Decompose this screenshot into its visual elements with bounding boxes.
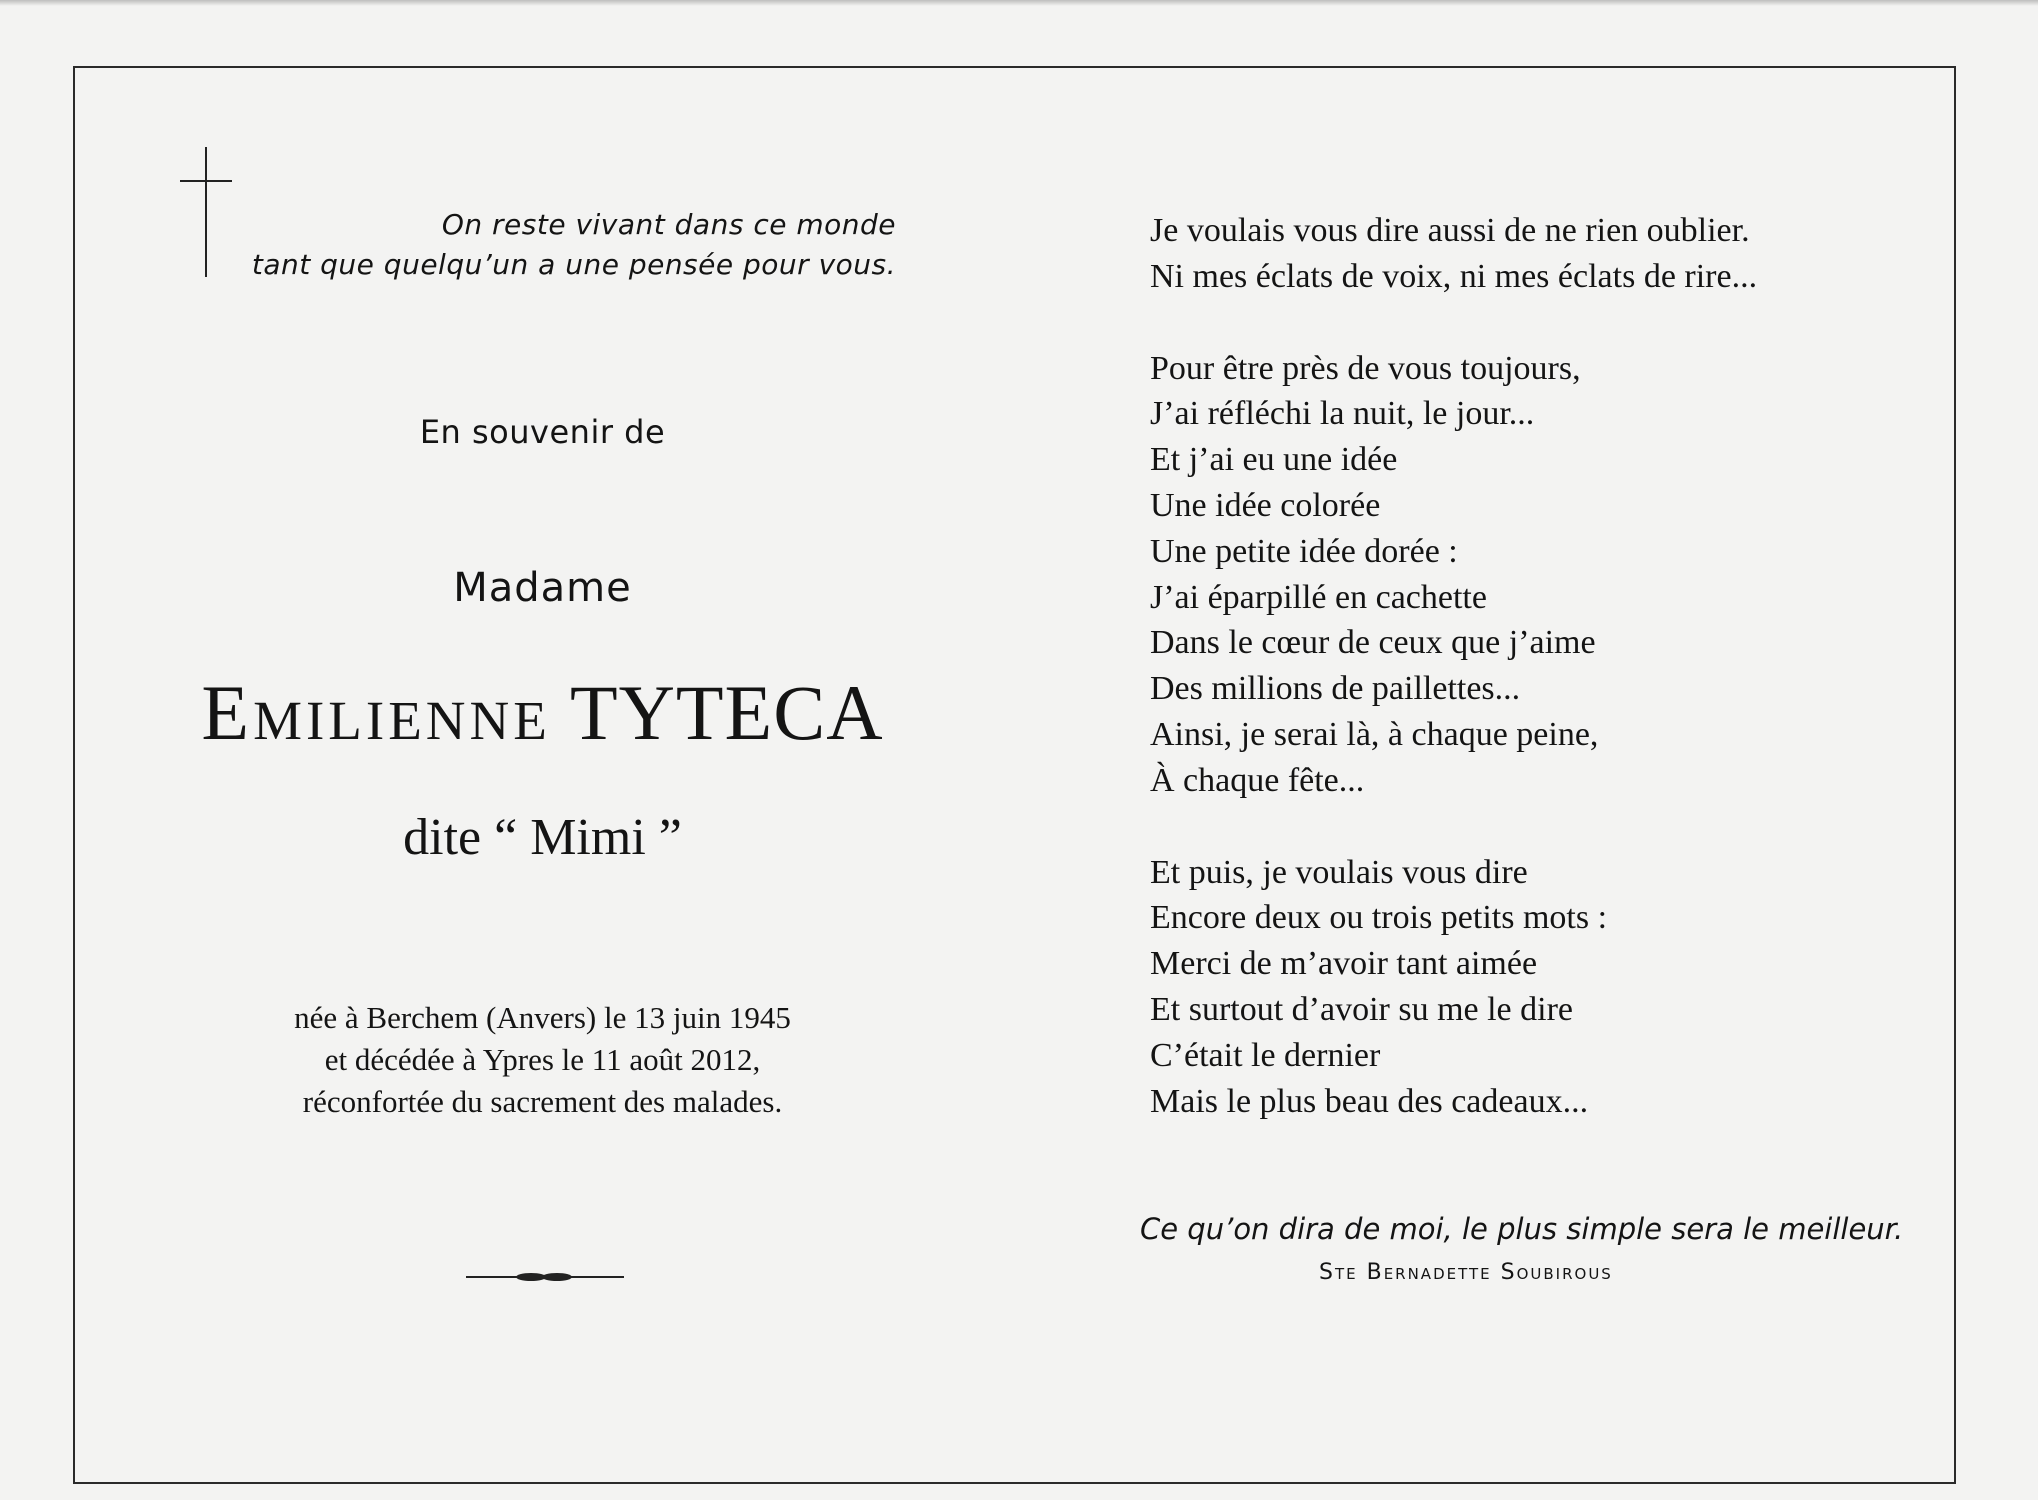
poem-line: Et surtout d’avoir su me le dire — [1150, 990, 1574, 1028]
poem-stanza-3 — [1150, 850, 1757, 1125]
poem-line: Ainsi, je serai là, à chaque peine, — [1150, 715, 1599, 753]
poem — [1150, 208, 1757, 1124]
poem-stanza-2 — [1150, 346, 1757, 804]
poem-line: Ni mes éclats de voix, ni mes éclats de rire... — [1150, 257, 1758, 295]
epigraph-line-2: tant que quelqu’un a une pensée pour vous. — [251, 248, 896, 281]
poem-line: Je voulais vous dire aussi de ne rien oublier. — [1150, 212, 1750, 249]
poem-line: Une idée colorée — [1150, 486, 1381, 524]
death-line: et décédée à Ypres le 11 août 2012, — [324, 1042, 761, 1077]
biography — [130, 997, 955, 1123]
poem-line: C’était le dernier — [1150, 1036, 1381, 1074]
poem-line: Des millions de paillettes... — [1150, 670, 1521, 708]
poem-stanza-1 — [1150, 208, 1757, 300]
quote-author: Ste Bernadette Soubirous — [1319, 1260, 1613, 1285]
nickname: dite “ Mimi ” — [403, 809, 682, 866]
poem-line: À chaque fête... — [1150, 761, 1365, 799]
first-name: Emilienne — [201, 669, 551, 756]
deceased-name — [130, 668, 955, 758]
in-memory-heading: En souvenir de — [419, 413, 666, 451]
poem-line: Une petite idée dorée : — [1150, 532, 1458, 570]
birth-line: née à Berchem (Anvers) le 13 juin 1945 — [294, 1000, 791, 1035]
poem-line: Et puis, je voulais vous dire — [1150, 853, 1528, 891]
epigraph — [252, 205, 896, 285]
sacrament-line: réconfortée du sacrement des malades. — [302, 1084, 783, 1119]
poem-line: Merci de m’avoir tant aimée — [1150, 945, 1538, 983]
poem-line: J’ai réfléchi la nuit, le jour... — [1150, 395, 1535, 433]
last-name: TYTECA — [569, 669, 884, 756]
honorific: Madame — [453, 565, 632, 611]
poem-line: Et j’ai eu une idée — [1150, 441, 1398, 479]
scan-top-edge — [0, 0, 2038, 6]
poem-line: Mais le plus beau des cadeaux... — [1150, 1082, 1589, 1120]
poem-line: Encore deux ou trois petits mots : — [1150, 899, 1608, 937]
poem-line: J’ai éparpillé en cachette — [1150, 578, 1487, 616]
poem-line: Pour être près de vous toujours, — [1150, 349, 1581, 387]
ornament-divider — [466, 1273, 624, 1281]
cross-icon — [180, 147, 232, 277]
closing-quote: Ce qu’on dira de moi, le plus simple sera le meilleur. — [1140, 1212, 1904, 1246]
epigraph-line-1: On reste vivant dans ce monde — [441, 208, 896, 241]
poem-line: Dans le cœur de ceux que j’aime — [1150, 624, 1596, 662]
